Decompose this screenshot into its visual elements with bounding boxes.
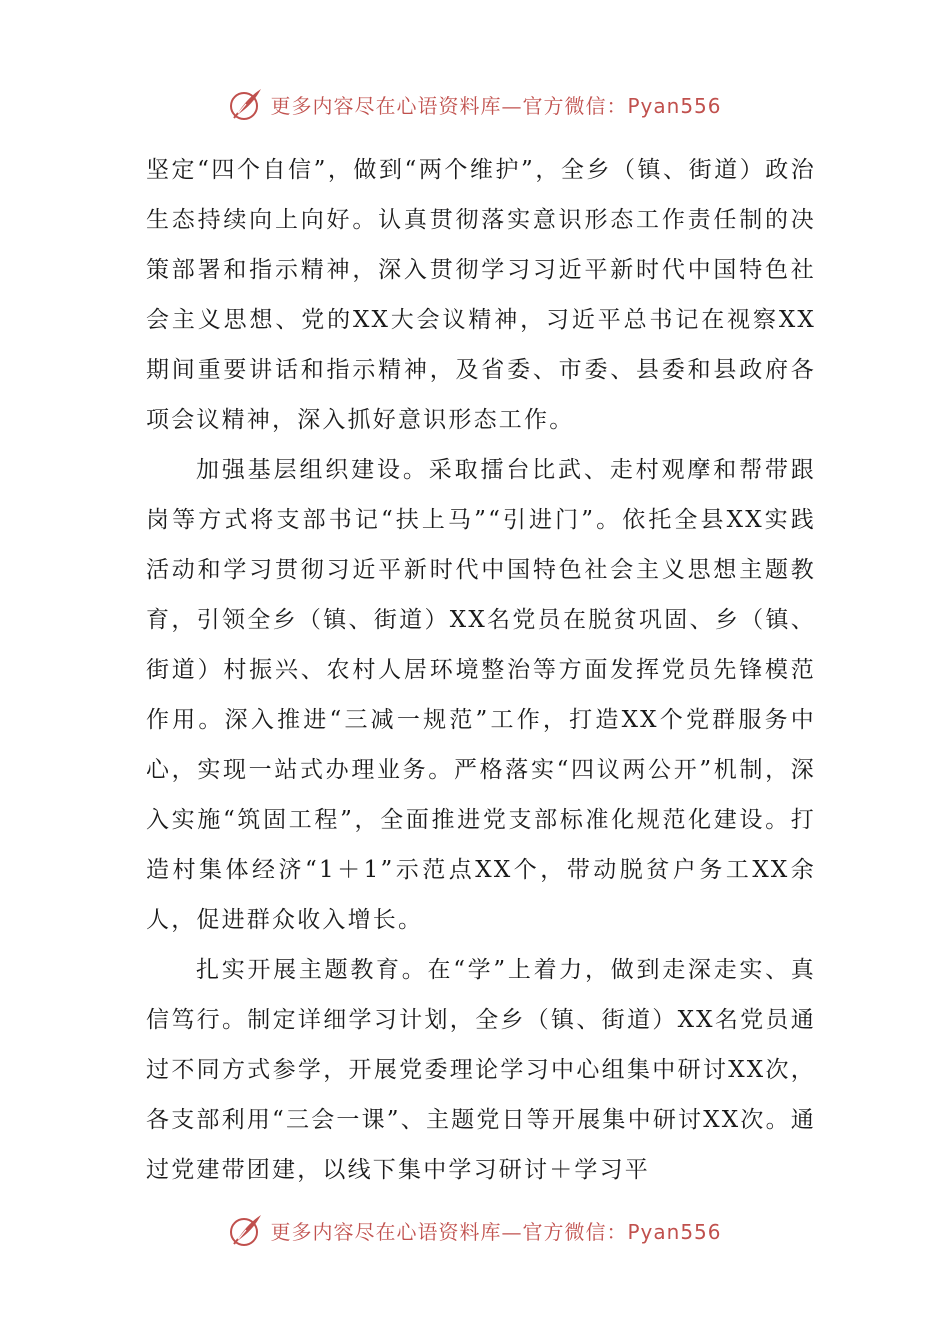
footer-banner-prefix: 更多内容尽在心语资料库—官方微信： — [270, 1219, 628, 1244]
document-body — [146, 145, 816, 1195]
header-banner-prefix: 更多内容尽在心语资料库—官方微信： — [270, 93, 628, 118]
footer-banner-text — [270, 1216, 721, 1245]
page-footer-banner — [0, 1210, 950, 1250]
page-header-banner — [0, 84, 950, 124]
quill-pen-logo-icon — [228, 86, 264, 122]
footer-banner-contact: Pyan556 — [627, 1219, 722, 1244]
paragraph-3: 扎实开展主题教育。在“学”上着力，做到走深走实、真信笃行。制定详细学习计划，全乡（镇、街道）XX名党员通过不同方式参学，开展党委理论学习中心组集中研讨XX次，各支部利用“三会一课”、主题党日等开展集中研讨XX次。通过党建带团建，以线下集中学习研讨＋学习平 — [146, 957, 816, 1183]
paragraph-1: 坚定“四个自信”，做到“两个维护”，全乡（镇、街道）政治生态持续向上向好。认真贯彻落实意识形态工作责任制的决策部署和指示精神，深入贯彻学习习近平新时代中国特色社会主义思想、党的XX大会议精神，习近平总书记在视察XX期间重要讲话和指示精神，及省委、市委、县委和县政府各项会议精神，深入抓好意识形态工作。 — [146, 157, 816, 433]
quill-pen-logo-icon — [228, 1212, 264, 1248]
header-banner-text — [270, 90, 721, 119]
header-banner-contact: Pyan556 — [627, 93, 722, 118]
paragraph-2: 加强基层组织建设。采取擂台比武、走村观摩和帮带跟岗等方式将支部书记“扶上马”“引进门”。依托全县XX实践活动和学习贯彻习近平新时代中国特色社会主义思想主题教育，引领全乡（镇、街道）XX名党员在脱贫巩固、乡（镇、街道）村振兴、农村人居环境整治等方面发挥党员先锋模范作用。深入推进“三减一规范”工作，打造XX个党群服务中心，实现一站式办理业务。严格落实“四议两公开”机制，深入实施“筑固工程”，全面推进党支部标准化规范化建设。打造村集体经济“1＋1”示范点XX个，带动脱贫户务工XX余人，促进群众收入增长。 — [146, 457, 816, 933]
